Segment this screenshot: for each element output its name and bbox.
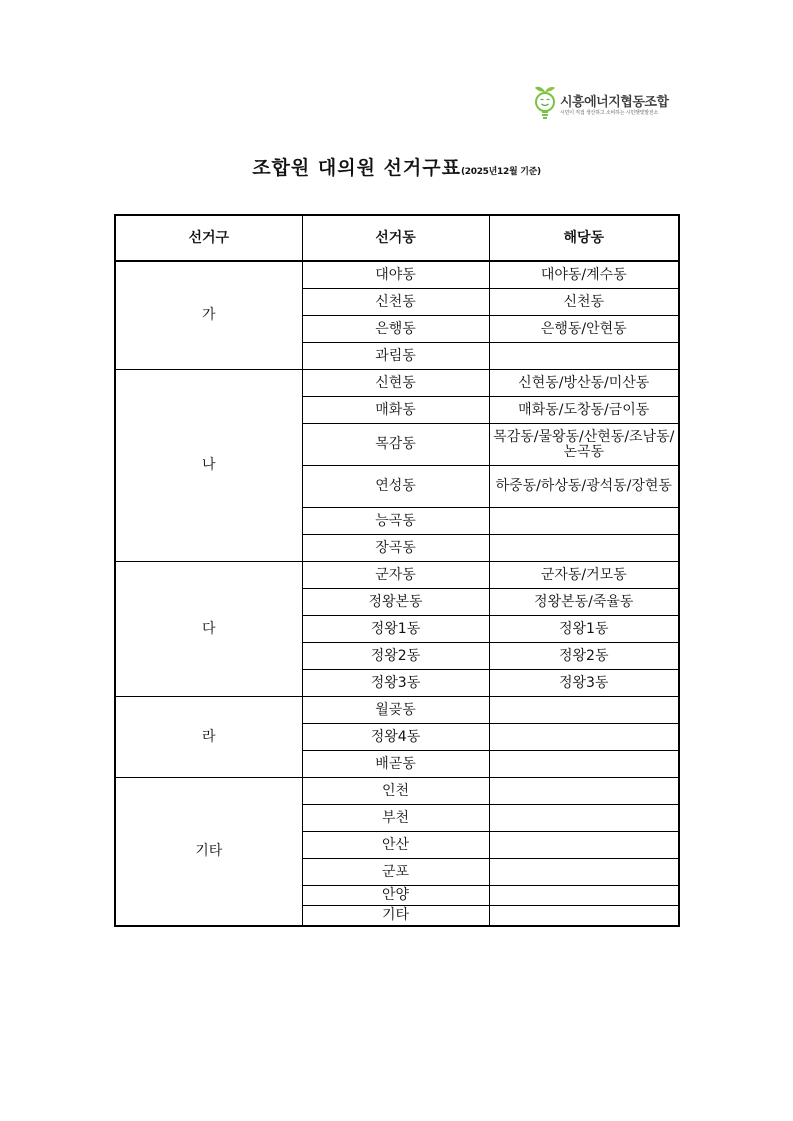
target-dong-cell <box>489 466 679 508</box>
target-dong-cell: 대야동/계수동 <box>489 261 679 289</box>
target-dong-cell <box>489 859 679 886</box>
election-dong-cell: 군포 <box>302 859 489 886</box>
election-dong-cell: 연성동 <box>302 466 489 508</box>
table-row <box>115 370 679 397</box>
target-dong-cell: 매화동/도창동/금이동 <box>489 397 679 424</box>
title-main: 조합원 대의원 선거구표 <box>252 157 461 179</box>
election-dong-cell: 능곡동 <box>302 508 489 535</box>
target-dong-cell <box>489 906 679 927</box>
district-cell: 기타 <box>115 778 302 927</box>
table-row <box>115 261 679 289</box>
election-dong-cell: 신천동 <box>302 289 489 316</box>
election-dong-cell: 인천 <box>302 778 489 805</box>
target-dong-cell <box>489 832 679 859</box>
table-header-row <box>115 215 679 261</box>
target-dong-cell: 은행동/안현동 <box>489 316 679 343</box>
election-dong-cell: 부천 <box>302 805 489 832</box>
election-dong-cell: 군자동 <box>302 562 489 589</box>
election-dong-cell: 안산 <box>302 832 489 859</box>
header-election-dong: 선거동 <box>302 215 489 261</box>
target-dong-cell: 정왕본동/죽율동 <box>489 589 679 616</box>
election-dong-cell: 배곧동 <box>302 751 489 778</box>
election-dong-cell: 장곡동 <box>302 535 489 562</box>
page-title <box>0 153 793 180</box>
sprout-face-icon <box>532 84 558 120</box>
target-dong-cell <box>489 886 679 906</box>
title-date-note: (2025년12월 기준) <box>460 167 541 177</box>
header-district: 선거구 <box>115 215 302 261</box>
target-dong-text: 하중동/하상동/광석동/장현동 <box>495 478 672 494</box>
target-dong-cell: 신현동/방산동/미산동 <box>489 370 679 397</box>
election-dong-cell: 정왕본동 <box>302 589 489 616</box>
election-dong-cell: 정왕2동 <box>302 643 489 670</box>
election-dong-cell: 안양 <box>302 886 489 906</box>
target-dong-cell: 군자동/거모동 <box>489 562 679 589</box>
table-row <box>115 697 679 724</box>
election-dong-cell: 매화동 <box>302 397 489 424</box>
district-cell: 가 <box>115 261 302 370</box>
header-target-dong: 해당동 <box>489 215 679 261</box>
district-cell: 나 <box>115 370 302 562</box>
election-dong-cell: 대야동 <box>302 261 489 289</box>
logo-slogan: 시민이 직접 생산하고 소비하는 시민햇빛발전소 <box>560 110 659 116</box>
election-district-table <box>114 214 680 927</box>
table-row <box>115 562 679 589</box>
election-dong-cell: 과림동 <box>302 343 489 370</box>
target-dong-cell <box>489 424 679 466</box>
target-dong-cell <box>489 697 679 724</box>
target-dong-cell <box>489 724 679 751</box>
target-dong-cell: 정왕3동 <box>489 670 679 697</box>
target-dong-cell: 정왕2동 <box>489 643 679 670</box>
election-dong-cell: 월곶동 <box>302 697 489 724</box>
logo-name: 시흥에너지협동조합 <box>560 95 669 110</box>
target-dong-cell <box>489 751 679 778</box>
target-dong-cell <box>489 343 679 370</box>
election-dong-cell: 기타 <box>302 906 489 927</box>
target-dong-cell: 신천동 <box>489 289 679 316</box>
target-dong-cell: 정왕1동 <box>489 616 679 643</box>
target-dong-cell <box>489 535 679 562</box>
election-dong-cell: 목감동 <box>302 424 489 466</box>
election-dong-cell: 정왕4동 <box>302 724 489 751</box>
election-dong-cell: 정왕3동 <box>302 670 489 697</box>
target-dong-cell <box>489 778 679 805</box>
district-cell: 라 <box>115 697 302 778</box>
election-dong-cell: 신현동 <box>302 370 489 397</box>
district-cell: 다 <box>115 562 302 697</box>
target-dong-cell <box>489 805 679 832</box>
table-row <box>115 778 679 805</box>
target-dong-text: 목감동/물왕동/산현동/조남동/논곡동 <box>493 428 675 460</box>
election-dong-cell: 정왕1동 <box>302 616 489 643</box>
election-dong-cell: 은행동 <box>302 316 489 343</box>
target-dong-cell <box>489 508 679 535</box>
cooperative-logo <box>532 84 692 124</box>
